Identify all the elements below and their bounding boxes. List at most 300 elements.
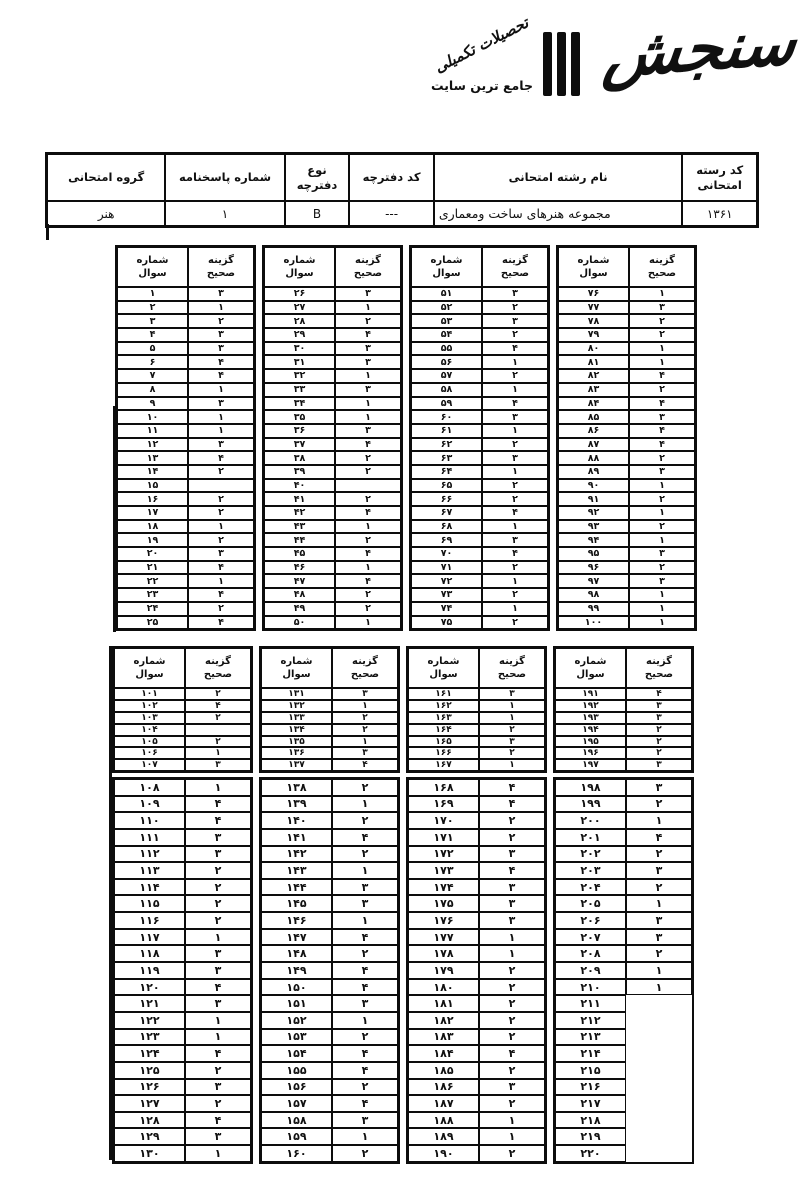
correct-option-cell: ۱ xyxy=(629,342,695,356)
correct-option-cell: ۱ xyxy=(479,929,545,946)
correct-option-cell: ۲ xyxy=(188,465,254,479)
correct-option-cell: ۳ xyxy=(479,895,545,912)
correct-option-cell: ۱ xyxy=(479,759,545,771)
correct-option-cell: ۱ xyxy=(185,747,251,759)
question-number-cell: ۱۵۶ xyxy=(261,1079,332,1096)
correct-option-cell: ۲ xyxy=(629,492,695,506)
answer-row xyxy=(555,929,692,946)
answer-row xyxy=(114,1095,251,1112)
answer-row xyxy=(117,301,254,315)
answer-row xyxy=(114,700,251,712)
answer-row xyxy=(408,962,545,979)
question-number-cell: ۵۰ xyxy=(264,616,335,630)
correct-option-cell: ۲ xyxy=(482,479,548,493)
question-number-cell: ۱۷۳ xyxy=(408,862,479,879)
question-number-header: شماره سوال xyxy=(117,247,188,287)
correct-option-cell: ۳ xyxy=(626,862,692,879)
question-number-cell: ۱۲۲ xyxy=(114,1012,185,1029)
correct-option-cell: ۳ xyxy=(185,995,251,1012)
answer-row xyxy=(114,759,251,771)
answer-row xyxy=(117,506,254,520)
answer-row xyxy=(117,602,254,616)
question-number-cell: ۱۰۲ xyxy=(114,700,185,712)
correct-option-cell: ۳ xyxy=(626,700,692,712)
answer-row xyxy=(555,796,692,813)
question-number-cell: ۱۶۶ xyxy=(408,747,479,759)
question-number-cell: ۱۴۷ xyxy=(261,929,332,946)
answer-column-group xyxy=(406,777,547,1164)
question-number-cell: ۱۴۲ xyxy=(261,846,332,863)
answer-row xyxy=(117,520,254,534)
scan-artifact-line xyxy=(109,646,112,1160)
question-number-cell: ۱۰۵ xyxy=(114,736,185,748)
answer-row xyxy=(558,465,695,479)
correct-option-cell: ۳ xyxy=(335,355,401,369)
answer-row xyxy=(411,533,548,547)
correct-option-cell: ۴ xyxy=(188,561,254,575)
answer-row xyxy=(117,479,254,493)
correct-option-cell: ۲ xyxy=(332,712,398,724)
answer-row xyxy=(261,1079,398,1096)
answer-row xyxy=(261,879,398,896)
question-number-cell: ۱۱ xyxy=(117,424,188,438)
answer-row xyxy=(555,1128,692,1145)
correct-option-cell: ۲ xyxy=(629,561,695,575)
correct-option-cell: ۴ xyxy=(188,369,254,383)
correct-option-cell: ۲ xyxy=(185,879,251,896)
correct-option-cell: ۱ xyxy=(188,383,254,397)
correct-option-cell: ۳ xyxy=(479,1079,545,1096)
question-number-cell: ۱۱۷ xyxy=(114,929,185,946)
answer-row xyxy=(264,397,401,411)
question-number-cell: ۱۸۷ xyxy=(408,1095,479,1112)
answer-row xyxy=(558,424,695,438)
answer-row xyxy=(555,747,692,759)
answer-row xyxy=(261,688,398,700)
correct-option-cell: ۲ xyxy=(185,712,251,724)
answer-row xyxy=(408,1128,545,1145)
answer-row xyxy=(408,945,545,962)
answer-row xyxy=(261,712,398,724)
answer-row xyxy=(261,945,398,962)
answer-row xyxy=(114,895,251,912)
question-number-cell: ۳۸ xyxy=(264,451,335,465)
correct-option-cell: ۴ xyxy=(626,688,692,700)
answer-row xyxy=(411,314,548,328)
correct-option-cell: ۱ xyxy=(332,736,398,748)
answer-row xyxy=(411,492,548,506)
question-number-cell: ۱۳۱ xyxy=(261,688,332,700)
question-number-cell: ۲۱۴ xyxy=(555,1045,626,1062)
answer-row xyxy=(114,812,251,829)
answer-row xyxy=(555,979,692,996)
question-number-header: شماره سوال xyxy=(264,247,335,287)
correct-option-cell: ۱ xyxy=(479,700,545,712)
answer-row xyxy=(114,712,251,724)
answer-row xyxy=(411,369,548,383)
question-number-cell: ۱۵۸ xyxy=(261,1112,332,1129)
answer-row xyxy=(408,1112,545,1129)
correct-option-cell: ۲ xyxy=(185,862,251,879)
question-number-cell: ۱۲۸ xyxy=(114,1112,185,1129)
answer-row xyxy=(555,846,692,863)
answer-row xyxy=(117,492,254,506)
answer-row xyxy=(558,492,695,506)
answer-row xyxy=(114,912,251,929)
answer-row xyxy=(558,588,695,602)
correct-option-cell: ۱ xyxy=(626,812,692,829)
answer-row xyxy=(114,688,251,700)
question-number-cell: ۱۳۴ xyxy=(261,724,332,736)
answer-column-group xyxy=(259,777,400,1164)
correct-option-cell: ۲ xyxy=(482,616,548,630)
question-number-cell: ۱۶۵ xyxy=(408,736,479,748)
question-number-cell: ۸۶ xyxy=(558,424,629,438)
answer-row xyxy=(408,747,545,759)
correct-option-cell: ۲ xyxy=(332,1029,398,1046)
answer-column-group xyxy=(553,777,694,1164)
correct-option-cell: ۲ xyxy=(479,1029,545,1046)
answer-row xyxy=(555,862,692,879)
question-number-cell: ۱۹۹ xyxy=(555,796,626,813)
correct-option-cell: ۲ xyxy=(185,1095,251,1112)
answer-row xyxy=(555,1112,692,1129)
correct-option-cell: ۲ xyxy=(332,945,398,962)
answer-row xyxy=(114,846,251,863)
question-number-header: شماره سوال xyxy=(555,648,626,688)
answer-row xyxy=(558,397,695,411)
correct-option-cell: ۲ xyxy=(626,846,692,863)
question-number-cell: ۱۸۱ xyxy=(408,995,479,1012)
question-number-cell: ۱۸۴ xyxy=(408,1045,479,1062)
answer-row xyxy=(117,574,254,588)
correct-option-cell: ۳ xyxy=(188,547,254,561)
question-number-cell: ۷۷ xyxy=(558,301,629,315)
correct-option-cell: ۲ xyxy=(332,1145,398,1162)
answer-row xyxy=(117,424,254,438)
correct-option-cell xyxy=(626,1029,692,1046)
answer-row xyxy=(408,1012,545,1029)
question-number-cell: ۹۳ xyxy=(558,520,629,534)
answer-group-header-row xyxy=(261,648,398,688)
answer-row xyxy=(408,846,545,863)
question-number-cell: ۱۰۳ xyxy=(114,712,185,724)
question-number-cell: ۱۹ xyxy=(117,533,188,547)
answer-row xyxy=(261,700,398,712)
question-number-cell: ۲۱۹ xyxy=(555,1128,626,1145)
question-number-cell: ۷۳ xyxy=(411,588,482,602)
question-number-cell: ۱۰۱ xyxy=(114,688,185,700)
answer-row xyxy=(114,1145,251,1162)
answer-row xyxy=(117,328,254,342)
question-number-cell: ۵۱ xyxy=(411,287,482,301)
correct-option-cell: ۳ xyxy=(332,879,398,896)
answer-row xyxy=(264,506,401,520)
answer-row xyxy=(261,962,398,979)
question-number-cell: ۳۲ xyxy=(264,369,335,383)
question-number-cell: ۳۳ xyxy=(264,383,335,397)
correct-option-cell: ۱ xyxy=(626,895,692,912)
logo-script-text: تحصیلات تکمیلی xyxy=(431,13,532,77)
answer-table-questions-1-100 xyxy=(115,245,697,631)
answer-row xyxy=(408,712,545,724)
question-number-cell: ۲۱۲ xyxy=(555,1012,626,1029)
answer-row xyxy=(117,616,254,630)
answer-row xyxy=(555,995,692,1012)
question-number-cell: ۹ xyxy=(117,397,188,411)
question-number-cell: ۱۶۰ xyxy=(261,1145,332,1162)
question-number-cell: ۳۴ xyxy=(264,397,335,411)
correct-option-cell: ۴ xyxy=(332,1045,398,1062)
question-number-cell: ۵۸ xyxy=(411,383,482,397)
question-number-cell: ۱۶۱ xyxy=(408,688,479,700)
answer-row xyxy=(411,301,548,315)
correct-option-cell: ۴ xyxy=(335,438,401,452)
correct-option-cell: ۳ xyxy=(626,779,692,796)
correct-option-cell: ۲ xyxy=(626,879,692,896)
question-number-cell: ۱۲۳ xyxy=(114,1029,185,1046)
question-number-cell: ۵ xyxy=(117,342,188,356)
question-number-cell: ۱۳۸ xyxy=(261,779,332,796)
answer-row xyxy=(555,779,692,796)
correct-option-cell xyxy=(626,1012,692,1029)
answer-row xyxy=(264,424,401,438)
correct-option-cell: ۲ xyxy=(479,812,545,829)
correct-option-cell: ۴ xyxy=(482,397,548,411)
correct-option-cell: ۲ xyxy=(188,506,254,520)
answer-row xyxy=(411,424,548,438)
question-number-cell: ۱۵۵ xyxy=(261,1062,332,1079)
correct-option-cell: ۲ xyxy=(482,369,548,383)
answer-row xyxy=(117,410,254,424)
question-number-cell: ۲۹ xyxy=(264,328,335,342)
answer-row xyxy=(114,747,251,759)
answer-row xyxy=(114,929,251,946)
correct-option-cell: ۲ xyxy=(479,1062,545,1079)
question-number-cell: ۱۹۷ xyxy=(555,759,626,771)
question-number-cell: ۲۱ xyxy=(117,561,188,575)
sanjesh-logo xyxy=(415,5,800,115)
correct-option-cell: ۱ xyxy=(188,424,254,438)
question-number-cell: ۶۶ xyxy=(411,492,482,506)
correct-option-cell: ۲ xyxy=(335,533,401,547)
question-number-cell: ۶۲ xyxy=(411,438,482,452)
correct-option-cell: ۳ xyxy=(482,314,548,328)
question-number-cell: ۶۵ xyxy=(411,479,482,493)
question-number-cell: ۱۱۴ xyxy=(114,879,185,896)
answer-row xyxy=(411,547,548,561)
correct-option-cell: ۱ xyxy=(332,700,398,712)
correct-option-cell: ۴ xyxy=(482,342,548,356)
correct-option-cell: ۳ xyxy=(332,747,398,759)
question-number-cell: ۲۲۰ xyxy=(555,1145,626,1162)
answer-row xyxy=(408,929,545,946)
correct-option-cell: ۲ xyxy=(626,796,692,813)
question-number-cell: ۳۰ xyxy=(264,342,335,356)
answer-row xyxy=(555,1079,692,1096)
answer-row xyxy=(558,342,695,356)
correct-option-cell: ۲ xyxy=(335,602,401,616)
logo-bar xyxy=(571,32,580,96)
question-number-cell: ۲۱۳ xyxy=(555,1029,626,1046)
answer-group-header-row xyxy=(411,247,548,287)
question-number-cell: ۹۶ xyxy=(558,561,629,575)
question-number-cell: ۱۳۵ xyxy=(261,736,332,748)
answer-row xyxy=(408,736,545,748)
answer-row xyxy=(117,438,254,452)
question-number-cell: ۷۹ xyxy=(558,328,629,342)
answer-row xyxy=(264,465,401,479)
correct-option-cell: ۱ xyxy=(626,962,692,979)
answer-row xyxy=(114,1062,251,1079)
answer-row xyxy=(261,912,398,929)
correct-option-cell: ۴ xyxy=(332,979,398,996)
correct-option-cell: ۳ xyxy=(185,1079,251,1096)
answer-row xyxy=(261,724,398,736)
question-number-cell: ۲۰۷ xyxy=(555,929,626,946)
question-number-cell: ۱۲۰ xyxy=(114,979,185,996)
question-number-cell: ۱۴۴ xyxy=(261,879,332,896)
question-number-cell: ۲۰۸ xyxy=(555,945,626,962)
question-number-cell: ۶۷ xyxy=(411,506,482,520)
question-number-cell: ۲۵ xyxy=(117,616,188,630)
question-number-cell: ۵۲ xyxy=(411,301,482,315)
question-number-cell: ۶ xyxy=(117,355,188,369)
correct-option-cell: ۱ xyxy=(482,424,548,438)
correct-option-cell: ۱ xyxy=(188,520,254,534)
correct-option-cell: ۲ xyxy=(185,1062,251,1079)
correct-option-cell: ۱ xyxy=(629,602,695,616)
answer-row xyxy=(558,328,695,342)
question-number-cell: ۱۶ xyxy=(117,492,188,506)
correct-option-cell: ۳ xyxy=(626,712,692,724)
question-number-cell: ۱۴۱ xyxy=(261,829,332,846)
question-number-cell: ۴۳ xyxy=(264,520,335,534)
correct-option-cell: ۳ xyxy=(629,301,695,315)
correct-option-cell: ۴ xyxy=(332,1062,398,1079)
answer-row xyxy=(408,1079,545,1096)
correct-option-cell: ۲ xyxy=(626,736,692,748)
correct-option-cell: ۲ xyxy=(482,561,548,575)
question-number-cell: ۱۰ xyxy=(117,410,188,424)
answer-row xyxy=(555,1045,692,1062)
correct-option-cell: ۴ xyxy=(188,588,254,602)
question-number-header: شماره سوال xyxy=(408,648,479,688)
question-number-cell: ۹۴ xyxy=(558,533,629,547)
correct-option-cell: ۲ xyxy=(626,724,692,736)
answer-column-group xyxy=(409,245,550,631)
question-number-cell: ۲۷ xyxy=(264,301,335,315)
correct-option-cell: ۳ xyxy=(479,912,545,929)
answer-row xyxy=(264,588,401,602)
correct-option-cell: ۲ xyxy=(335,451,401,465)
answer-row xyxy=(411,588,548,602)
answer-row xyxy=(411,451,548,465)
correct-option-cell: ۲ xyxy=(629,451,695,465)
question-number-cell: ۲۳ xyxy=(117,588,188,602)
answer-row xyxy=(117,588,254,602)
correct-option-cell: ۲ xyxy=(188,492,254,506)
correct-option-cell: ۳ xyxy=(185,945,251,962)
answer-row xyxy=(261,1145,398,1162)
correct-option-header: گزینه صحیح xyxy=(335,247,401,287)
answer-row xyxy=(558,533,695,547)
correct-option-cell: ۴ xyxy=(479,779,545,796)
logo-tagline: جامع ترین سایت xyxy=(430,78,533,93)
question-number-cell: ۱۶۹ xyxy=(408,796,479,813)
question-number-cell: ۷۲ xyxy=(411,574,482,588)
question-number-cell: ۸۸ xyxy=(558,451,629,465)
booklet-code-header: کد دفترچه xyxy=(349,154,434,201)
correct-option-cell: ۲ xyxy=(332,1079,398,1096)
answer-row xyxy=(555,1029,692,1046)
answer-row xyxy=(555,1145,692,1162)
question-number-cell: ۶۳ xyxy=(411,451,482,465)
answer-row xyxy=(114,829,251,846)
question-number-cell: ۱۷۵ xyxy=(408,895,479,912)
answer-row xyxy=(264,547,401,561)
answer-row xyxy=(117,533,254,547)
answer-row xyxy=(555,879,692,896)
question-number-cell: ۱۰۶ xyxy=(114,747,185,759)
correct-option-cell: ۱ xyxy=(629,355,695,369)
correct-option-cell: ۳ xyxy=(335,424,401,438)
correct-option-cell: ۲ xyxy=(482,438,548,452)
question-number-cell: ۹۸ xyxy=(558,588,629,602)
question-number-cell: ۳۵ xyxy=(264,410,335,424)
answer-row xyxy=(411,287,548,301)
scan-artifact-line xyxy=(692,777,694,1160)
correct-option-cell: ۳ xyxy=(482,533,548,547)
correct-option-cell: ۲ xyxy=(479,962,545,979)
answer-row xyxy=(555,962,692,979)
correct-option-cell: ۲ xyxy=(332,779,398,796)
answer-row xyxy=(264,492,401,506)
correct-option-header: گزینه صحیح xyxy=(185,648,251,688)
answer-row xyxy=(264,369,401,383)
question-number-cell: ۱۷۲ xyxy=(408,846,479,863)
answer-row xyxy=(558,602,695,616)
answer-row xyxy=(117,355,254,369)
answer-group-header-row xyxy=(117,247,254,287)
question-number-cell: ۱۷۷ xyxy=(408,929,479,946)
question-number-cell: ۱۷۹ xyxy=(408,962,479,979)
answer-row xyxy=(261,812,398,829)
answer-row xyxy=(261,979,398,996)
answer-row xyxy=(264,602,401,616)
correct-option-cell: ۴ xyxy=(185,812,251,829)
question-number-cell: ۵۶ xyxy=(411,355,482,369)
question-number-cell: ۹۷ xyxy=(558,574,629,588)
question-number-cell: ۶۸ xyxy=(411,520,482,534)
question-number-cell: ۱۰۹ xyxy=(114,796,185,813)
correct-option-cell: ۲ xyxy=(332,724,398,736)
answer-row xyxy=(558,616,695,630)
question-number-cell: ۱۰۴ xyxy=(114,724,185,736)
question-number-cell: ۱۴۶ xyxy=(261,912,332,929)
answer-row xyxy=(261,1112,398,1129)
answer-row xyxy=(411,616,548,630)
question-number-cell: ۱۹۰ xyxy=(408,1145,479,1162)
question-number-cell: ۲۰ xyxy=(117,547,188,561)
answer-row xyxy=(558,410,695,424)
correct-option-cell: ۳ xyxy=(188,287,254,301)
correct-option-cell: ۳ xyxy=(185,829,251,846)
correct-option-cell: ۲ xyxy=(482,328,548,342)
correct-option-cell: ۱ xyxy=(185,1145,251,1162)
correct-option-cell: ۴ xyxy=(629,397,695,411)
answer-row xyxy=(261,829,398,846)
